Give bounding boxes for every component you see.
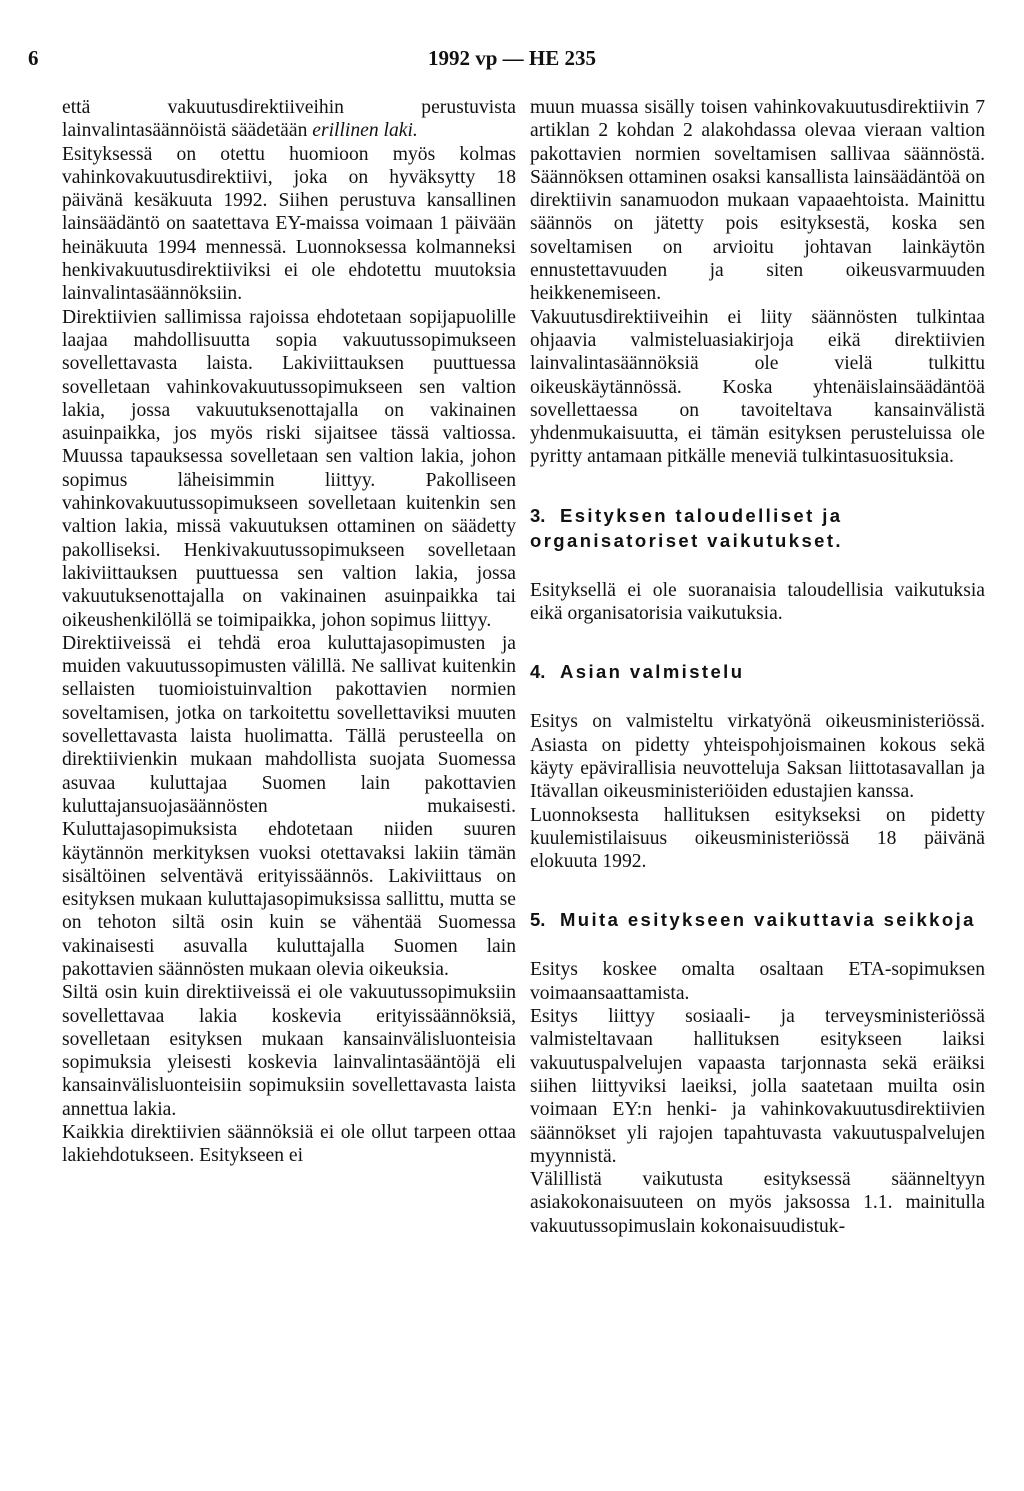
paragraph: muun muassa sisälly toisen vahinkovakuutusdirektiivin 7 artiklan 2 kohdan 2 alakohdassa olevaa vieraan valtion pakottavien normien soveltamisen sallivaa säännöstä. Säännöksen ottaminen osaksi kansallista lainsäädäntöä on direktiivin sanamuodon mukaan vapaaehtoista. Mainittu säännös on jätetty pois esityksestä, koska sen soveltamisen on arvioitu johtavan lainkäytön ennustettavuuden ja siten oikeusvarmuuden heikkenemiseen. <box>530 97 985 305</box>
section-title: Asian valmistelu <box>560 661 745 683</box>
running-head: 1992 vp — HE 235 <box>427 46 597 70</box>
paragraph: Vakuutusdirektiiveihin ei liity säännösten tulkintaa ohjaavia valmisteluasiakirjoja eikä direktiivien lainvalintasäännöksiä ole vielä tulkittu oikeuskäytännössä. Koska yhtenäislainsäädäntöä sovellettaessa on tavoiteltava kansainvälistä yhdenmukaisuutta, ei tämän esityksen perusteluissa ole pyritty antamaan pitkälle meneviä tulkintasuosituksia. <box>530 306 985 468</box>
right-column <box>530 96 985 1238</box>
spacer <box>530 554 985 579</box>
section-heading <box>530 908 985 933</box>
page-number: 6 <box>28 46 39 70</box>
emphasis-text: erillinen laki. <box>312 120 418 142</box>
section-heading <box>530 504 985 554</box>
spacer <box>530 469 985 504</box>
paragraph: Direktiivien sallimissa rajoissa ehdotetaan sopijapuolille laajaa mahdollisuutta sopia vakuutussopimukseen sovellettavasta laista. Lakiviittauksen puuttuessa sovelletaan vahinkovakuutussopimukseen sen valtion lakia, jossa vakuutuksenottajalla on vakinainen asuinpaikka, jos myös riski sijaitsee tässä valtiossa. Muussa tapauksessa sovelletaan sen valtion lakia, johon sopimus läheisimmin liittyy. Pakolliseen vahinkovakuutussopimukseen sovelletaan kuitenkin sen valtion lakia, missä vakuutuksen ottaminen on säädetty pakolliseksi. Henkivakuutussopimukseen sovelletaan lakiviittauksen puuttuessa sen valtion lakia, jossa vakuutuksenottajalla on vakinainen asuinpaikka tai oikeushenkilöllä se toimipaikka, johon sopimus liittyy. <box>62 306 516 631</box>
paragraph-text: että vakuutusdirektiiveihin perustuvista lainvalintasäännöistä säädetään <box>62 97 516 142</box>
spacer <box>530 685 985 710</box>
paragraph: Esitys on valmisteltu virkatyönä oikeusministeriössä. Asiasta on pidetty yhteispohjoismainen kokous sekä käyty epävirallisia neuvotteluja Saksan liittotasavallan ja Itävallan oikeusministeriöiden edustajien kanssa. <box>530 711 985 803</box>
section-number: 5. <box>530 909 546 931</box>
paragraph: Esityksessä on otettu huomioon myös kolmas vahinkovakuutusdirektiivi, joka on hyväksytty 18 päivänä kesäkuuta 1992. Siihen perustuva kansallinen lainsäädäntö on saatettava EY-maissa voimaan 1 päivään heinäkuuta 1994 mennessä. Luonnoksessa kolmanneksi henkivakuutusdirektiiviksi ei ole ehdotettu muutoksia lainvalintasäännöksiin. <box>62 143 516 305</box>
paragraph: Luonnoksesta hallituksen esitykseksi on pidetty kuulemistilaisuus oikeusministeriössä 18 päivänä elokuuta 1992. <box>530 804 985 873</box>
paragraph: Esityksellä ei ole suoranaisia taloudellisia vaikutuksia eikä organisatorisia vaikutuksia. <box>530 579 985 625</box>
section-number: 4. <box>530 661 546 683</box>
paragraph: Direktiiveissä ei tehdä eroa kuluttajasopimusten ja muiden vakuutussopimusten välillä. Ne sallivat kuitenkin sellaisten tuomioistuinvaltion pakottavien normien soveltamisen, jotka on tarkoitettu sovellettaviksi muuten sovellettavasta laista huolimatta. Tällä perusteella on direktiivienkin mukaan mahdollista suojata Suomessa asuvaa kuluttajaa Suomen lain pakottavien kuluttajansuojasäännösten mukaisesti. Kuluttajasopimuksista ehdotetaan niiden suuren käytännön merkityksen vuoksi otettavaksi lakiin tämän sisältöinen selventävä erityissäännös. Lakiviittaus on esityksen mukaan kuluttajasopimuksissa sallittu, mutta se on tehoton siltä osin kuin se vähentää Suomessa vakinaisesti asuvalla kuluttajalla Suomen lain pakottavien säännösten mukaan olevia oikeuksia. <box>62 632 516 980</box>
paragraph <box>62 96 516 143</box>
section-number: 3. <box>530 504 546 526</box>
spacer <box>530 873 985 908</box>
paragraph: Siltä osin kuin direktiiveissä ei ole vakuutussopimuksiin sovellettavaa lakia koskevia erityissäännöksiä, sovelletaan esityksen mukaan kansainvälisluonteisia sopimuksia yleisesti koskevia lainvalintasääntöjä eli kansainvälisluonteisiin sopimuksiin sovellettavasta laista annettua lakia. <box>62 982 516 1120</box>
paragraph: Välillistä vaikutusta esityksessä säänneltyyn asiakokonaisuuteen on myös jaksossa 1.1. mainitulla vakuutussopimuslain kokonaisuudistuk- <box>530 1169 985 1237</box>
section-title: Muita esitykseen vaikuttavia seikkoja <box>560 909 976 931</box>
paragraph: Kaikkia direktiivien säännöksiä ei ole ollut tarpeen ottaa lakiehdotukseen. Esitykseen ei <box>62 1122 516 1167</box>
spacer <box>530 933 985 958</box>
paragraph: Esitys liittyy sosiaali- ja terveysministeriössä valmisteltavaan hallituksen esitykseen laiksi vakuutuspalvelujen vapaasta tarjonnasta sekä eräiksi siihen liittyviksi laeiksi, jolla saatetaan muilta osin voimaan EY:n henki- ja vahinkovakuutusdirektiivien säännökset yli rajojen tapahtuvasta vakuutuspalvelujen myynnistä. <box>530 1006 985 1167</box>
spacer <box>530 625 985 660</box>
section-heading <box>530 660 985 685</box>
paragraph: Esitys koskee omalta osaltaan ETA-sopimuksen voimaansaattamista. <box>530 959 985 1004</box>
left-column <box>62 96 516 1168</box>
section-title: Esityksen taloudelliset ja organisatoriset vaikutukset. <box>530 504 843 551</box>
